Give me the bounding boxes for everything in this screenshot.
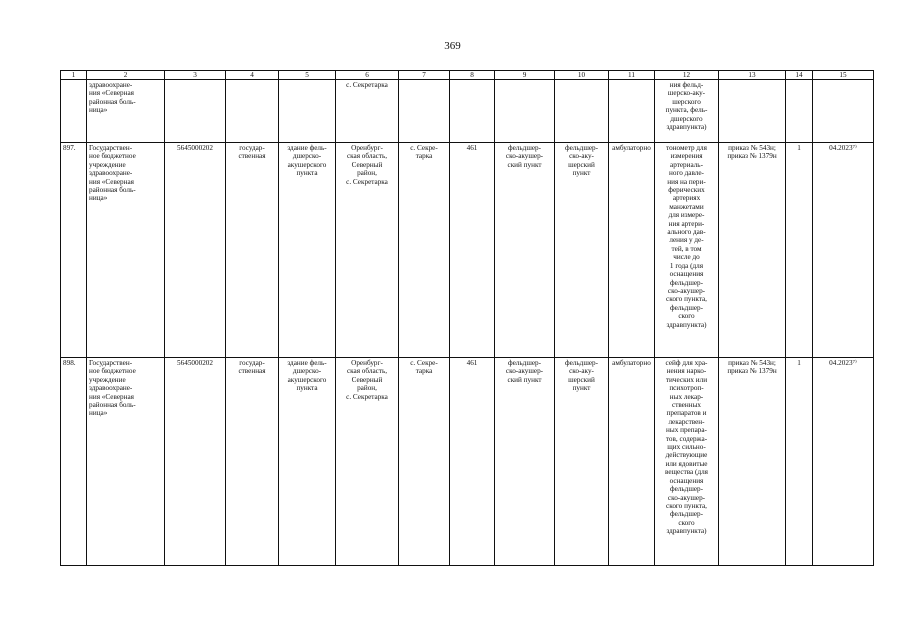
cell-equipment: тонометр для измерения артериаль- ного давле- ния на пери- ферических артериях манжетами для измере- ния артери- ального дав- ления у де- тей, в том числе до 1 года (для оснащения фельдшер- ско-акушер- ского пункта, фельдшер- ского здравпункта)	[655, 143, 719, 358]
cell-ownership	[226, 80, 279, 143]
cell-inn	[165, 80, 226, 143]
cell-unit-name: фельдшер- ско-аку- шерский пункт	[555, 143, 609, 358]
cell-orders: приказ № 543н; приказ № 1379н	[719, 143, 786, 358]
cell-inn: 5645000202	[165, 358, 226, 566]
column-header: 5	[279, 71, 336, 80]
column-header: 9	[495, 71, 555, 80]
column-header: 6	[336, 71, 399, 80]
column-number-header-row	[61, 71, 874, 80]
cell-qty	[786, 80, 813, 143]
cell-locality	[399, 80, 450, 143]
cell-locality: с. Секре- тарка	[399, 143, 450, 358]
cell-orders	[719, 80, 786, 143]
cell-qty: 1	[786, 143, 813, 358]
column-header: 14	[786, 71, 813, 80]
cell-building: здание фель- дшерско- акушерского пункта	[279, 358, 336, 566]
cell-inn: 5645000202	[165, 143, 226, 358]
cell-num	[61, 80, 87, 143]
column-header: 11	[609, 71, 655, 80]
column-header: 15	[813, 71, 874, 80]
column-header: 1	[61, 71, 87, 80]
cell-ownership: государ- ственная	[226, 143, 279, 358]
cell-unit-name: фельдшер- ско-аку- шерский пункт	[555, 358, 609, 566]
column-header: 7	[399, 71, 450, 80]
cell-num: 897.	[61, 143, 87, 358]
column-header: 12	[655, 71, 719, 80]
column-header: 10	[555, 71, 609, 80]
cell-org: Государствен- ное бюджетное учреждение здравоохране- ния «Северная районная боль- ница»	[87, 143, 165, 358]
column-header: 8	[450, 71, 495, 80]
cell-date	[813, 80, 874, 143]
column-header: 4	[226, 71, 279, 80]
page-number: 369	[444, 40, 461, 52]
cell-equipment: ния фельд- шерско-аку- шерского пункта, фель- дшерского здравпункта)	[655, 80, 719, 143]
cell-unit-type: фельдшер- ско-акушер- ский пункт	[495, 143, 555, 358]
cell-building	[279, 80, 336, 143]
cell-address: Оренбург- ская область, Северный район, с. Секретарка	[336, 143, 399, 358]
cell-orders: приказ № 543н; приказ № 1379н	[719, 358, 786, 566]
cell-unit-type: фельдшер- ско-акушер- ский пункт	[495, 358, 555, 566]
cell-org: здравоохране- ния «Северная районная боль- ница»	[87, 80, 165, 143]
cell-address: с. Секретарка	[336, 80, 399, 143]
cell-count: 461	[450, 143, 495, 358]
cell-care	[609, 80, 655, 143]
cell-care: амбулаторно	[609, 143, 655, 358]
cell-building: здание фель- дшерско- акушерского пункта	[279, 143, 336, 358]
cell-address: Оренбург- ская область, Северный район, с. Секретарка	[336, 358, 399, 566]
cell-org: Государствен- ное бюджетное учреждение здравоохране- ния «Северная районная боль- ница»	[87, 358, 165, 566]
cell-ownership: государ- ственная	[226, 358, 279, 566]
cell-locality: с. Секре- тарка	[399, 358, 450, 566]
cell-date: 04.2023⁷⁾	[813, 143, 874, 358]
cell-unit-name	[555, 80, 609, 143]
cell-date: 04.2023⁷⁾	[813, 358, 874, 566]
cell-count	[450, 80, 495, 143]
data-table	[60, 70, 874, 566]
cell-num: 898.	[61, 358, 87, 566]
column-header: 2	[87, 71, 165, 80]
table-row	[61, 143, 874, 358]
cell-unit-type	[495, 80, 555, 143]
cell-care: амбулаторно	[609, 358, 655, 566]
table-row	[61, 358, 874, 566]
continuation-row	[61, 80, 874, 143]
cell-qty: 1	[786, 358, 813, 566]
column-header: 3	[165, 71, 226, 80]
cell-equipment: сейф для хра- нения нарко- тических или психотроп- ных лекар- ственных препаратов и лекарствен- ных препара- тов, содержа- щих сильно- действующие или ядовитые вещества (для оснащения фельдшер- ско-акушер- ского пункта, фельдшер- ского здравпункта)	[655, 358, 719, 566]
column-header: 13	[719, 71, 786, 80]
cell-count: 461	[450, 358, 495, 566]
